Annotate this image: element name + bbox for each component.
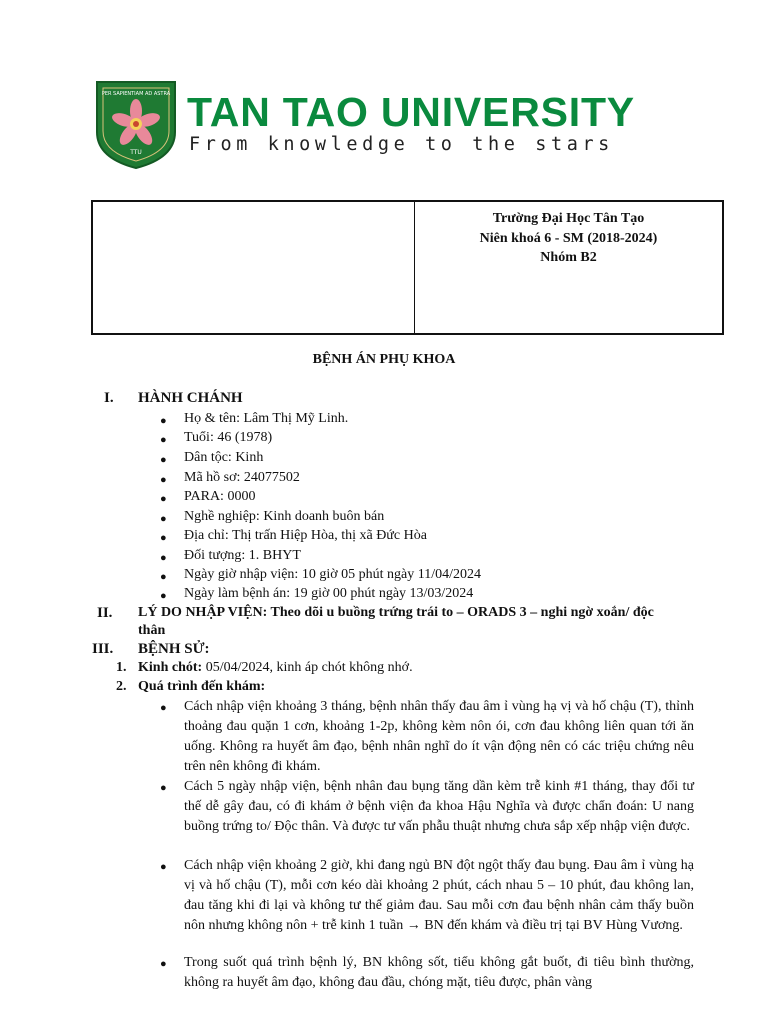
last-period-text: 05/04/2024, kinh áp chót không nhớ. <box>205 660 413 675</box>
bullet-icon: ● <box>160 474 167 486</box>
bullet-icon: ● <box>160 415 167 427</box>
section-2-number: II. <box>97 605 113 621</box>
header-table <box>91 200 724 335</box>
crest-initials-text: TTU <box>130 149 142 156</box>
section-1-title: HÀNH CHÁNH <box>138 390 243 406</box>
school-name: Trường Đại Học Tân Tạo <box>492 211 645 226</box>
history-paragraph: Cách nhập viện khoảng 3 tháng, bệnh nhân thấy đau âm ỉ vùng hạ vị và hố chậu (T), thỉnh thoảng đau quặn 1 cơn, khoảng 1-2p, không kèm nôn ói, cơn đau không liên quan tới ăn uống. Không ra huyết âm đạo, bệnh nhân nghĩ do ít vận động nên có các triệu chứng nêu trên nên không đi khám. <box>184 699 694 774</box>
subsection-1-number: 1. <box>116 660 127 675</box>
bullet-icon: ● <box>160 782 167 794</box>
subsection-2-title: Quá trình đến khám: <box>138 679 266 694</box>
bullet-icon: ● <box>160 702 167 714</box>
document-title: BỆNH ÁN PHỤ KHOA <box>312 352 456 367</box>
list-item: Đối tượng: 1. BHYT <box>184 548 301 563</box>
bullet-icon: ● <box>160 454 167 466</box>
header-left-cell <box>93 202 415 333</box>
list-item: Ngày giờ nhập viện: 10 giờ 05 phút ngày 11/04/2024 <box>184 567 481 582</box>
cohort-line: Niên khoá 6 - SM (2018-2024) <box>479 230 658 246</box>
last-period-line <box>138 660 413 676</box>
list-item: Dân tộc: Kinh <box>184 450 264 465</box>
history-paragraph: Cách nhập viện khoảng 2 giờ, khi đang ngủ BN đột ngột thấy đau bụng. Đau âm ỉ vùng hạ vị và hố chậu (T), mỗi cơn kéo dài khoảng 2 phút, cách nhau 5 – 10 phút, đau không lan, đau tăng khi đi lại và không tư thế giảm đau. Sau mỗi cơn đau bệnh nhân cảm thấy buồn nôn nhưng không nôn + trễ kinh 1 tuần → BN đến khám và điều trị tại BV Hùng Vương. <box>184 858 694 933</box>
header-right-cell <box>415 202 722 333</box>
history-paragraph: Cách 5 ngày nhập viện, bệnh nhân đau bụng tăng dần kèm trễ kinh #1 tháng, thay đổi tư thế dễ gây đau, có đi khám ở bệnh viện đa khoa Hậu Nghĩa và được chẩn đoán: U nang buồng trứng to/ Độc thân. Và được tư vấn phẫu thuật nhưng chưa sắp xếp nhập viện được. <box>184 779 694 834</box>
bullet-icon: ● <box>160 958 167 970</box>
bullet-icon: ● <box>160 532 167 544</box>
bullet-icon: ● <box>160 552 167 564</box>
list-item: Họ & tên: Lâm Thị Mỹ Linh. <box>184 411 349 426</box>
university-name: TAN TAO UNIVERSITY <box>187 89 635 135</box>
history-paragraph: Trong suốt quá trình bệnh lý, BN không sốt, tiểu không gắt buốt, đi tiêu bình thường, không ra huyết âm đạo, không đau đầu, chóng mặt, tiêu được, phân vàng <box>184 955 694 990</box>
bullet-icon: ● <box>160 493 167 505</box>
bullet-icon: ● <box>160 590 167 602</box>
group-line: Nhóm B2 <box>540 250 597 265</box>
crest-motto-text: PER SAPIENTIAM AD ASTRA <box>101 91 171 97</box>
list-item: Mã hồ sơ: 24077502 <box>184 470 300 485</box>
list-item: Ngày làm bệnh án: 19 giờ 00 phút ngày 13/03/2024 <box>184 586 474 601</box>
bullet-icon: ● <box>160 434 167 446</box>
list-item: Nghề nghiệp: Kinh doanh buôn bán <box>184 509 385 524</box>
section-3-title: BỆNH SỬ: <box>138 641 210 657</box>
list-item: Địa chỉ: Thị trấn Hiệp Hòa, thị xã Đức Hòa <box>184 528 427 543</box>
university-motto: From knowledge to the stars <box>189 134 614 155</box>
section-3-number: III. <box>92 641 114 657</box>
admission-reason-line-1: LÝ DO NHẬP VIỆN: Theo dõi u buồng trứng trái to – ORADS 3 – nghi ngờ xoắn/ độc <box>138 605 654 620</box>
bullet-icon: ● <box>160 571 167 583</box>
subsection-2-number: 2. <box>116 679 127 694</box>
university-crest-logo <box>95 80 177 170</box>
section-1-number: I. <box>104 390 114 406</box>
list-item: Tuổi: 46 (1978) <box>184 430 273 445</box>
last-period-label: Kinh chót: <box>138 660 203 675</box>
list-item: PARA: 0000 <box>184 489 256 504</box>
bullet-icon: ● <box>160 513 167 525</box>
admission-reason-line-2: thân <box>138 623 166 638</box>
bullet-icon: ● <box>160 861 167 873</box>
